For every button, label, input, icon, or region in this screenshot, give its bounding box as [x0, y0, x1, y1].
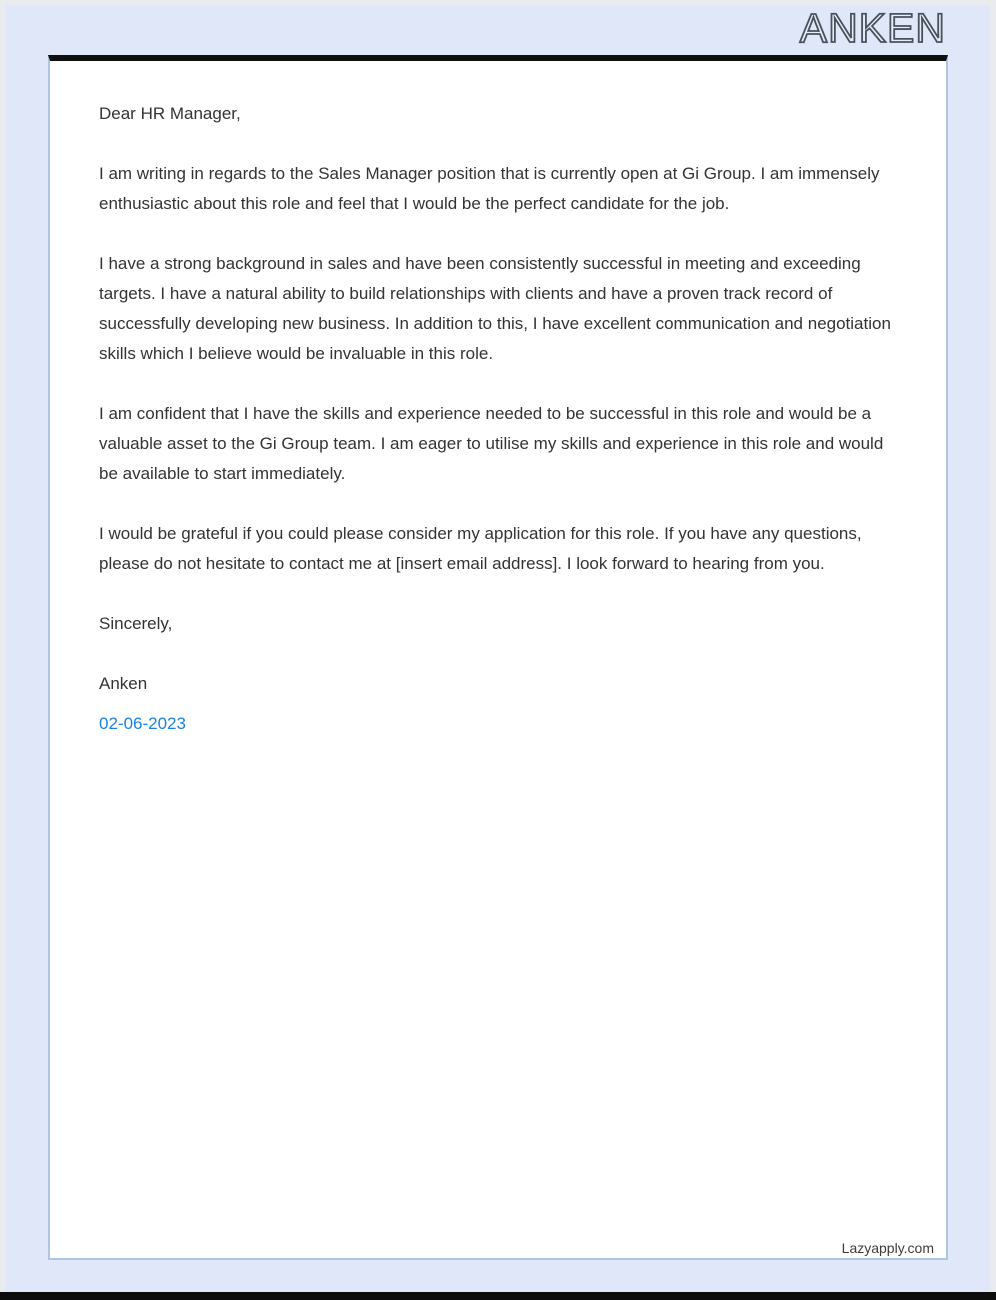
letter-date-link[interactable]: 02-06-2023 [99, 714, 186, 733]
anken-logo: ANKEN [799, 5, 946, 51]
letter-salutation: Dear HR Manager, [99, 104, 241, 123]
letter-paragraph: I have a strong background in sales and have been consistently successful in meeting and exceeding targets. I have a natural ability to build relationships with clients and have a proven track record of successfully developing new business. In addition to this, I have excellent communication and negotiation skills which I believe would be invaluable in this role. [99, 254, 891, 363]
letter-closing: Sincerely, [99, 614, 173, 633]
letter-paragraph: I would be grateful if you could please consider my application for this role. If you have any questions, please do not hesitate to contact me at [insert email address]. I look forward to hearing from you. [99, 524, 862, 573]
cover-letter-page [48, 55, 948, 1260]
letter-paragraph: I am writing in regards to the Sales Manager position that is currently open at Gi Group. I am immensely enthusiastic about this role and feel that I would be the perfect candidate for the job. [99, 164, 880, 213]
lazyapply-watermark: Lazyapply.com [841, 1240, 934, 1256]
letter-paragraph: I am confident that I have the skills and experience needed to be successful in this role and would be a valuable asset to the Gi Group team. I am eager to utilise my skills and experience in this role and would be available to start immediately. [99, 404, 884, 483]
letter-signature: Anken [99, 674, 148, 693]
letter-body [50, 61, 946, 739]
bottom-black-bar [0, 1292, 996, 1300]
